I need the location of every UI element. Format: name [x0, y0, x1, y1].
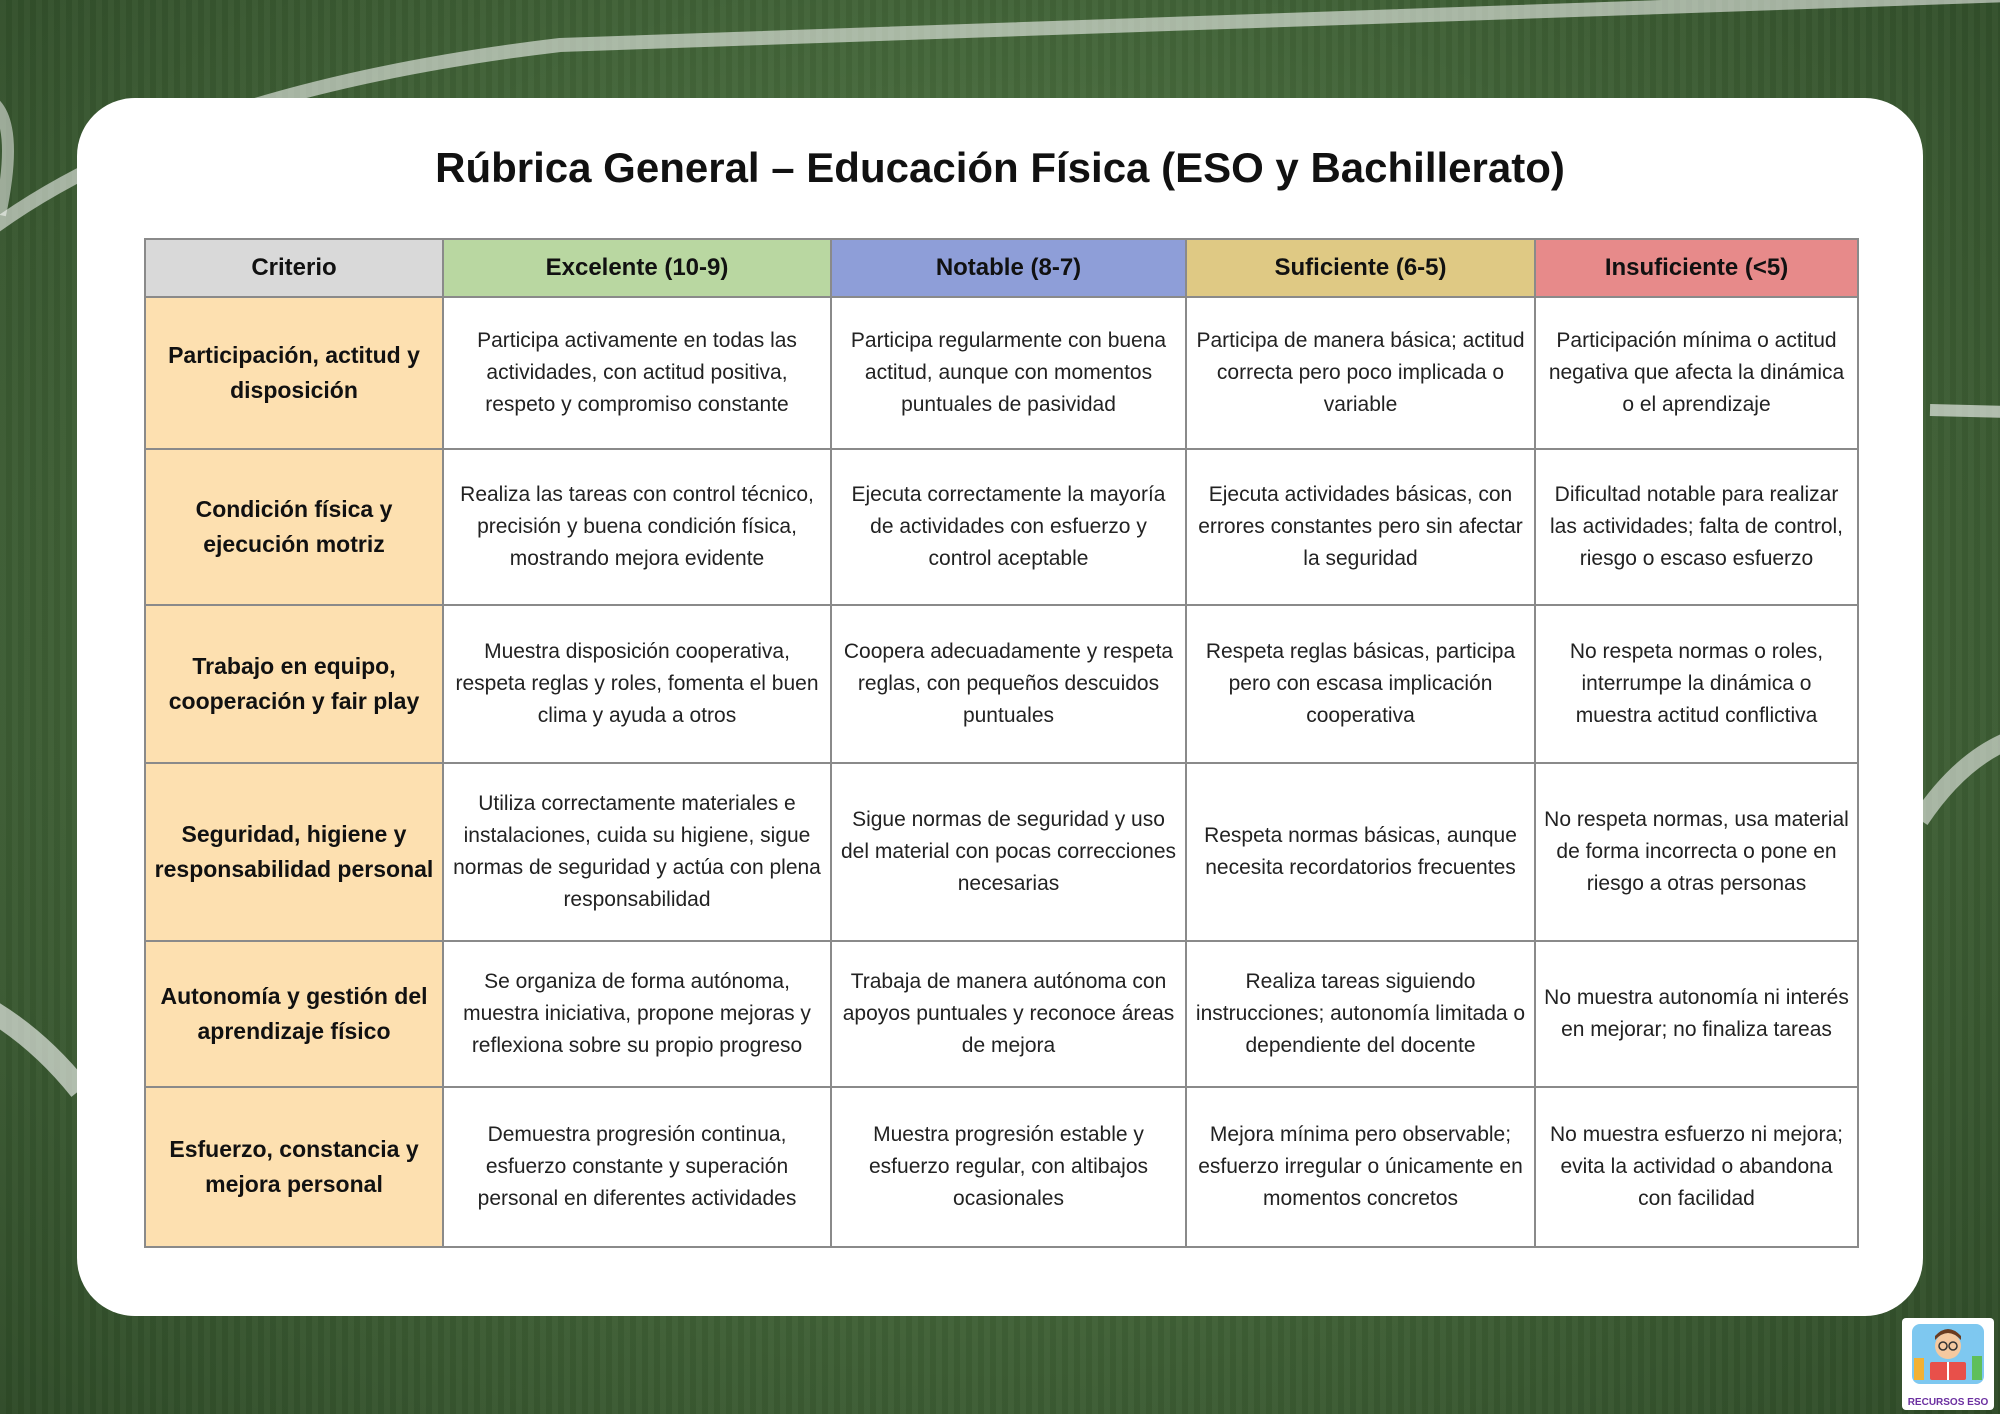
insuficiente-cell: No muestra esfuerzo ni mejora; evita la actividad o abandona con facilidad: [1535, 1087, 1858, 1247]
criterion-cell: Esfuerzo, constancia y mejora personal: [145, 1087, 443, 1247]
rubric-card: [77, 98, 1923, 1316]
student-reading-logo-icon: [1902, 1318, 1994, 1388]
excelente-cell: Participa activamente en todas las actividades, con actitud positiva, respeto y compromiso constante: [443, 297, 831, 449]
insuficiente-cell: Participación mínima o actitud negativa que afecta la dinámica o el aprendizaje: [1535, 297, 1858, 449]
criterion-cell: Seguridad, higiene y responsabilidad personal: [145, 763, 443, 941]
header-suficiente: Suficiente (6-5): [1186, 239, 1535, 297]
suficiente-cell: Ejecuta actividades básicas, con errores constantes pero sin afectar la seguridad: [1186, 449, 1535, 605]
excelente-cell: Utiliza correctamente materiales e instalaciones, cuida su higiene, sigue normas de seguridad y actúa con plena responsabilidad: [443, 763, 831, 941]
table-row: [145, 763, 1858, 941]
table-row: [145, 449, 1858, 605]
criterion-cell: Condición física y ejecución motriz: [145, 449, 443, 605]
notable-cell: Sigue normas de seguridad y uso del material con pocas correcciones necesarias: [831, 763, 1186, 941]
notable-cell: Ejecuta correctamente la mayoría de actividades con esfuerzo y control aceptable: [831, 449, 1186, 605]
insuficiente-cell: No respeta normas o roles, interrumpe la dinámica o muestra actitud conflictiva: [1535, 605, 1858, 763]
notable-cell: Muestra progresión estable y esfuerzo regular, con altibajos ocasionales: [831, 1087, 1186, 1247]
recursos-eso-logo: [1902, 1318, 1994, 1410]
excelente-cell: Realiza las tareas con control técnico, precisión y buena condición física, mostrando mejora evidente: [443, 449, 831, 605]
criterion-cell: Trabajo en equipo, cooperación y fair play: [145, 605, 443, 763]
suficiente-cell: Participa de manera básica; actitud correcta pero poco implicada o variable: [1186, 297, 1535, 449]
excelente-cell: Se organiza de forma autónoma, muestra iniciativa, propone mejoras y reflexiona sobre su propio progreso: [443, 941, 831, 1087]
insuficiente-cell: No respeta normas, usa material de forma incorrecta o pone en riesgo a otras personas: [1535, 763, 1858, 941]
insuficiente-cell: No muestra autonomía ni interés en mejorar; no finaliza tareas: [1535, 941, 1858, 1087]
logo-text: RECURSOS ESO: [1907, 1397, 1989, 1408]
header-excelente: Excelente (10-9): [443, 239, 831, 297]
excelente-cell: Demuestra progresión continua, esfuerzo constante y superación personal en diferentes actividades: [443, 1087, 831, 1247]
excelente-cell: Muestra disposición cooperativa, respeta reglas y roles, fomenta el buen clima y ayuda a otros: [443, 605, 831, 763]
notable-cell: Coopera adecuadamente y respeta reglas, con pequeños descuidos puntuales: [831, 605, 1186, 763]
suficiente-cell: Mejora mínima pero observable; esfuerzo irregular o únicamente en momentos concretos: [1186, 1087, 1535, 1247]
suficiente-cell: Respeta normas básicas, aunque necesita recordatorios frecuentes: [1186, 763, 1535, 941]
table-row: [145, 605, 1858, 763]
table-row: [145, 297, 1858, 449]
criterion-cell: Autonomía y gestión del aprendizaje físico: [145, 941, 443, 1087]
suficiente-cell: Respeta reglas básicas, participa pero con escasa implicación cooperativa: [1186, 605, 1535, 763]
header-criterio: Criterio: [145, 239, 443, 297]
rubric-table: [144, 238, 1859, 1248]
table-row: [145, 1087, 1858, 1247]
suficiente-cell: Realiza tareas siguiendo instrucciones; autonomía limitada o dependiente del docente: [1186, 941, 1535, 1087]
criterion-cell: Participación, actitud y disposición: [145, 297, 443, 449]
table-row: [145, 941, 1858, 1087]
notable-cell: Participa regularmente con buena actitud, aunque con momentos puntuales de pasividad: [831, 297, 1186, 449]
header-notable: Notable (8-7): [831, 239, 1186, 297]
page-title: Rúbrica General – Educación Física (ESO y Bachillerato): [435, 144, 1565, 191]
header-insuficiente: Insuficiente (<5): [1535, 239, 1858, 297]
insuficiente-cell: Dificultad notable para realizar las actividades; falta de control, riesgo o escaso esfuerzo: [1535, 449, 1858, 605]
header-row: [145, 239, 1858, 297]
notable-cell: Trabaja de manera autónoma con apoyos puntuales y reconoce áreas de mejora: [831, 941, 1186, 1087]
